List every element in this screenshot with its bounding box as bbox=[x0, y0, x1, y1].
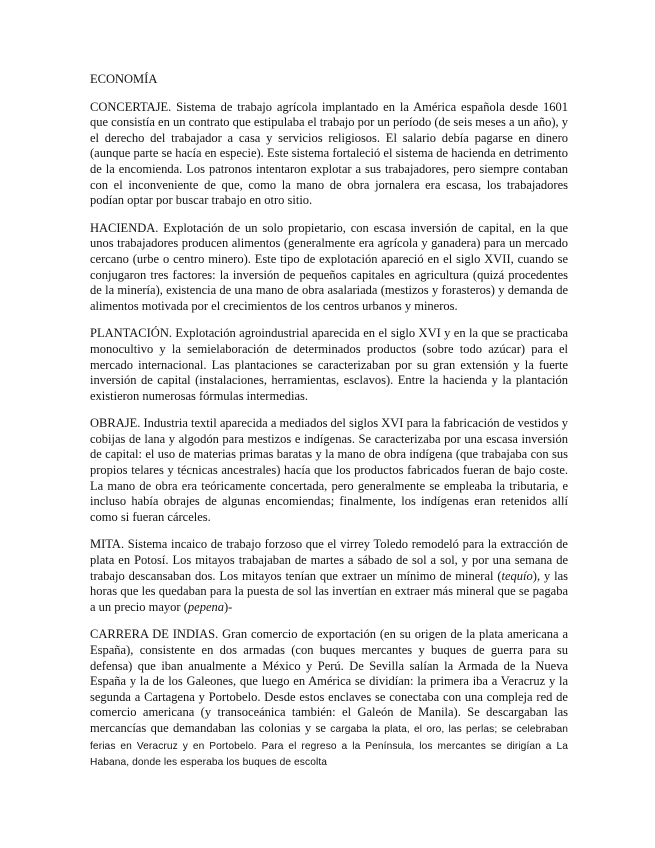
term-tequio: tequío bbox=[501, 568, 533, 583]
paragraph-obraje: OBRAJE. Industria textil aparecida a mediados del siglos XVI para la fabricación de vestidos y cobijas de lana y algodón para mestizos e indígenas. Se caracterizaba por una escasa inversión de capital: el uso de materias primas baratas y la mano de obra indígena (que trabajaba con sus propios telares y técnicas ancestrales) hacía que los productos fabricados fueran de bajo coste. La mano de obra era teóricamente concertada, pero generalmente se empleaba la tributaria, e incluso había obrajes de algunas encomiendas; finalmente, los indígenas eran retenidos allí como si fueran cárceles. bbox=[90, 416, 568, 524]
mita-text-1: MITA. Sistema incaico de trabajo forzoso que el virrey Toledo remodeló para la extracción de plata en Potosí. Los mitayos trabajaban de martes a sábado de sol a sol, y por una semana de trabajo descansaban dos. Los mitayos tenían que extraer un mínimo de mineral ( bbox=[90, 537, 568, 583]
document-title: ECONOMÍA bbox=[90, 72, 158, 86]
paragraph-plantacion: PLANTACIÓN. Explotación agroindustrial aparecida en el siglo XVI y en la que se practicaba monocultivo y la semielaboración de determinados productos (sobre todo azúcar) para el mercado internacional. Las plantaciones se caracterizaban por su gran extensión y la fuerte inversión de capital (instalaciones, herramientas, esclavos). Entre la hacienda y la plantación existieron numerosas fórmulas intermedias. bbox=[90, 326, 568, 403]
carrera-text-sans: cargaba la plata, el oro, las perlas; se celebraban ferias en Veracruz y en Portobelo. Para el regreso a la Península, los mercantes se dirigían a La Habana, donde les esperaba los buques de escolta bbox=[90, 723, 568, 769]
mita-text-2: ), y las horas que les quedaban para la puesta de sol las invertían en extraer más mineral que se pagaba a un precio mayor ( bbox=[90, 568, 568, 614]
paragraph-carrera-de-indias bbox=[90, 627, 568, 770]
paragraph-hacienda: HACIENDA. Explotación de un solo propietario, con escasa inversión de capital, en la que unos trabajadores producen alimentos (generalmente era agrícola y ganadera) para un mercado cercano (urbe o centro minero). Este tipo de explotación apareció en el siglo XVII, cuando se conjugaron tres factores: la inversión de pequeños capitales en agricultura (quizá procedentes de la minería), existencia de una mano de obra asalariada (mestizos y forasteros) y demanda de alimentos motivada por el crecimientos de los centros urbanos y mineros. bbox=[90, 220, 568, 313]
document-page bbox=[90, 72, 568, 783]
mita-text-3: )- bbox=[224, 599, 233, 614]
term-pepena: pepena bbox=[187, 599, 224, 614]
paragraph-mita bbox=[90, 537, 568, 615]
paragraph-concertaje: CONCERTAJE. Sistema de trabajo agrícola implantado en la América española desde 1601 que consistía en un contrato que estipulaba el trabajo por un período (de seis meses a un año), y el derecho del trabajador a casa y servicios religiosos. El salario debía pagarse en dinero (aunque parte se hacía en especie). Este sistema fortaleció el sistema de hacienda en detrimento de la encomienda. Los patronos intentaron explotar a sus trabajadores, pero siempre contaban con el inconveniente de que, como la mano de obra jornalera era escasa, los trabajadores podían optar por buscar trabajo en otro sitio. bbox=[90, 99, 568, 208]
carrera-text-serif: CARRERA DE INDIAS. Gran comercio de exportación (en su origen de la plata americana a España), consistente en dos armadas (con buques mercantes y buques de guerra para su defensa) que iban anualmente a México y Perú. De Sevilla salían la Armada de la Nueva España y la de los Galeones, que luego en América se dividían: la primera iba a Veracruz y la segunda a Cartagena y Portobelo. Desde estos enclaves se conectaba con una compleja red de comercio americana (y transoceánica también: el Galeón de Manila). Se descargaban las mercancías que demandaban las colonias y se bbox=[90, 627, 568, 735]
